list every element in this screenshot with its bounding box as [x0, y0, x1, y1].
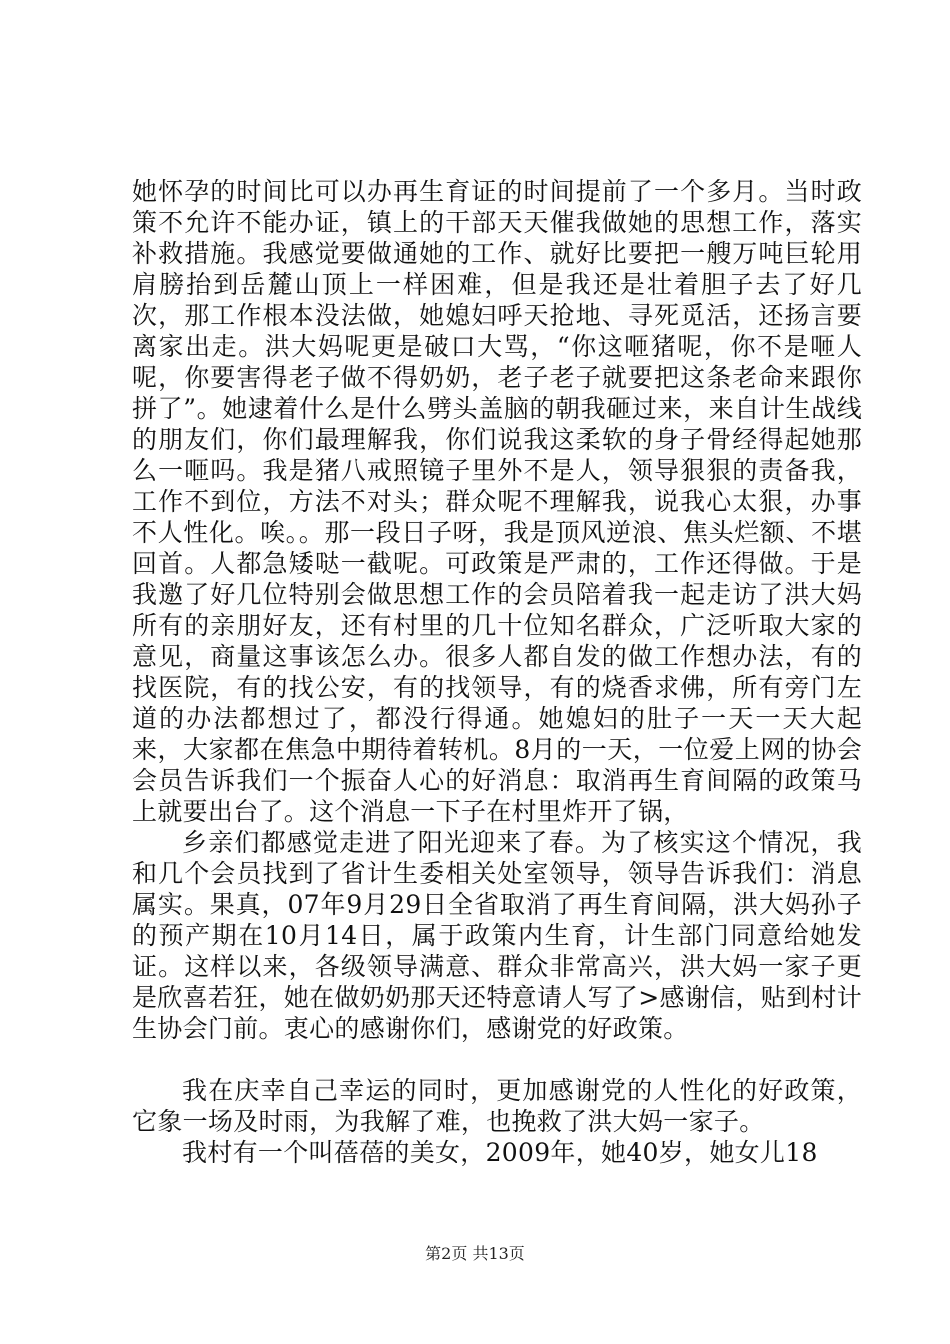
paragraph-3: 我在庆幸自己幸运的同时，更加感谢党的人性化的好政策，它象一场及时雨，为我解了难，也挽救了洪大妈一家子。: [132, 1076, 862, 1136]
document-body: [132, 176, 862, 1168]
paragraph-2: 乡亲们都感觉走进了阳光迎来了春。为了核实这个情况，我和几个会员找到了省计生委相关处室领导，领导告诉我们：消息属实。果真，07年9月29日全省取消了再生育间隔，洪大妈孙子的预产期在10月14日，属于政策内生育，计生部门同意给她发证。这样以来，各级领导满意、群众非常高兴，洪大妈一家子更是欣喜若狂，她在做奶奶那天还特意请人写了>感谢信，贴到村计生协会门前。衷心的感谢你们，感谢党的好政策。: [132, 828, 862, 1043]
paragraph-spacer: [132, 1044, 862, 1075]
paragraph-4: 我村有一个叫蓓蓓的美女，2009年，她40岁，她女儿18: [182, 1138, 818, 1167]
page-number-footer: 第2页 共13页: [425, 1244, 525, 1263]
paragraph-1: 她怀孕的时间比可以办再生育证的时间提前了一个多月。当时政策不允许不能办证，镇上的干部天天催我做她的思想工作，落实补救措施。我感觉要做通她的工作、就好比要把一艘万吨巨轮用肩膀抬到岳麓山顶上一样困难，但是我还是壮着胆子去了好几次，那工作根本没法做，她媳妇呼天抢地、寻死觅活，还扬言要离家出走。洪大妈呢更是破口大骂，“你这咂猪呢，你不是咂人呢，你要害得老子做不得奶奶，老子老子就要把这条老命来跟你拼了”。她逮着什么是什么劈头盖脑的朝我砸过来，来自计生战线的朋友们，你们最理解我，你们说我这柔软的身子骨经得起她那么一咂吗。我是猪八戒照镜子里外不是人，领导狠狠的责备我，工作不到位，方法不对头；群众呢不理解我，说我心太狠，办事不人性化。唉。。那一段日子呀，我是顶风逆浪、焦头烂额、不堪回首。人都急矮哒一截呢。可政策是严肃的，工作还得做。于是我邀了好几位特别会做思想工作的会员陪着我一起走访了洪大妈所有的亲朋好友，还有村里的几十位知名群众，广泛听取大家的意见，商量这事该怎么办。很多人都自发的做工作想办法，有的找医院，有的找公安，有的找领导，有的烧香求佛，所有旁门左道的办法都想过了，都没行得通。她媳妇的肚子一天一天大起来，大家都在焦急中期待着转机。8月的一天，一位爱上网的协会会员告诉我们一个振奋人心的好消息：取消再生育间隔的政策马上就要出台了。这个消息一下子在村里炸开了锅，: [132, 177, 862, 826]
